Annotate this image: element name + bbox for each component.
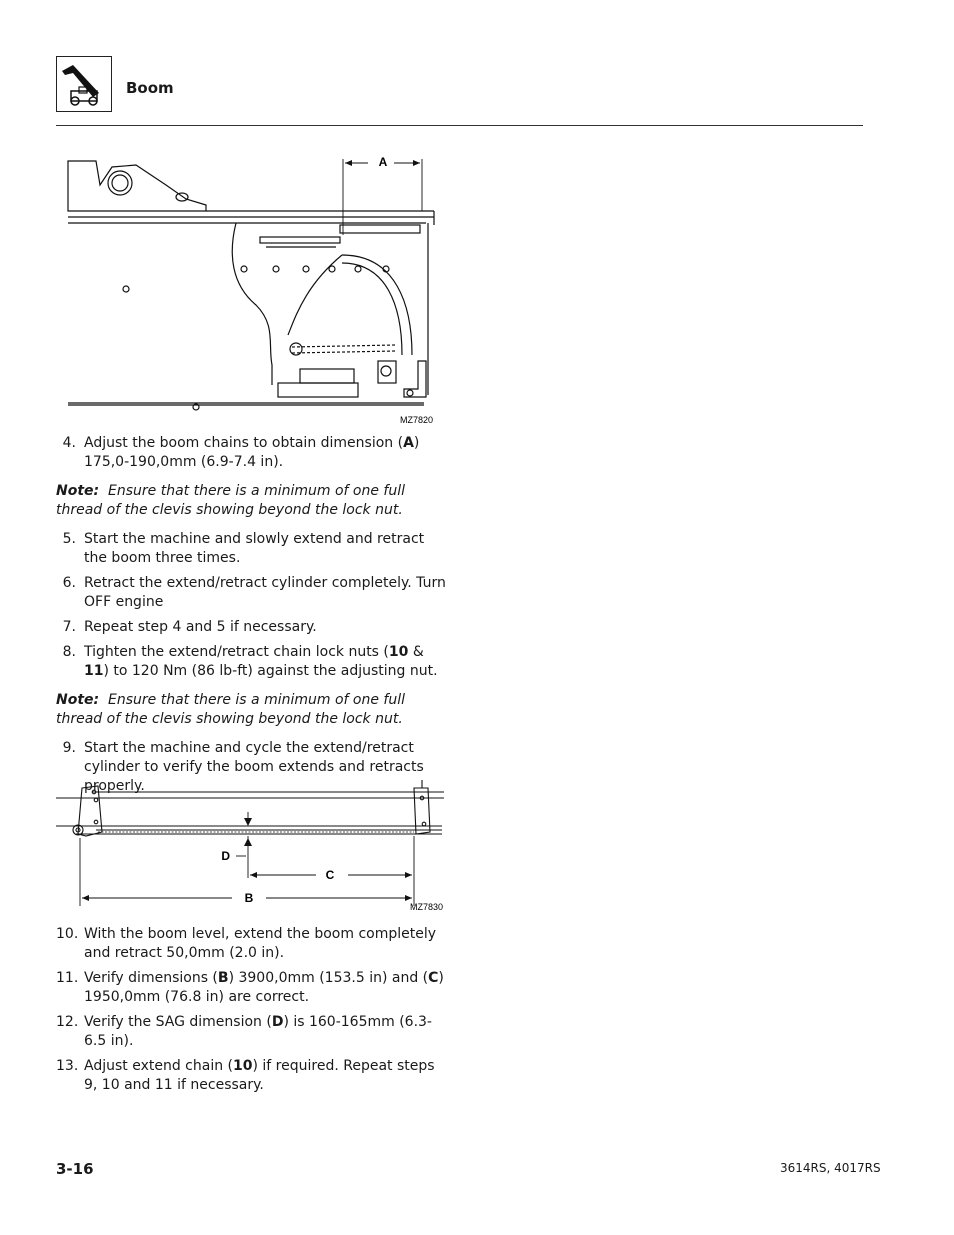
step-text: Repeat step 4 and 5 if necessary. bbox=[84, 619, 317, 635]
step-number: 7. bbox=[62, 619, 76, 635]
note-label: Note: bbox=[56, 692, 100, 708]
step-bold: C bbox=[428, 970, 439, 986]
step-number: 10. bbox=[56, 926, 79, 942]
dimension-label-d: D bbox=[221, 849, 230, 863]
step-text: Start the machine and cycle the extend/retract cylinder to verify the boom extends and retracts properly. bbox=[84, 740, 424, 794]
step-bold: D bbox=[271, 1014, 284, 1030]
step-text: ) 175,0-190,0mm (6.9-7.4 in). bbox=[84, 435, 420, 470]
step-text: ) 1950,0mm (76.8 in) are correct. bbox=[84, 970, 444, 1005]
step-text: ) to 120 Nm (86 lb-ft) against the adjusting nut. bbox=[103, 663, 438, 679]
step-bold: A bbox=[403, 435, 414, 451]
note bbox=[56, 691, 446, 729]
step-text: Retract the extend/retract cylinder completely. Turn OFF engine bbox=[84, 575, 446, 610]
figure-boom-sag-dimensions bbox=[56, 778, 448, 914]
step-bold: B bbox=[217, 970, 229, 986]
list-item bbox=[56, 1057, 446, 1095]
step-bold: 10 bbox=[233, 1058, 253, 1074]
step-text: & bbox=[408, 644, 424, 660]
boom-machine-icon bbox=[56, 56, 112, 112]
dimension-label-a: A bbox=[378, 155, 388, 169]
step-text: Adjust extend chain ( bbox=[84, 1058, 234, 1074]
list-item bbox=[56, 969, 446, 1007]
list-item bbox=[56, 618, 446, 637]
note-label: Note: bbox=[56, 483, 100, 499]
step-text: Tighten the extend/retract chain lock nuts ( bbox=[84, 644, 389, 660]
list-item bbox=[56, 434, 446, 472]
note bbox=[56, 482, 446, 520]
list-item bbox=[56, 643, 446, 681]
procedure-steps-part2 bbox=[56, 925, 446, 1101]
step-text: ) is 160-165mm (6.3-6.5 in). bbox=[84, 1014, 432, 1049]
list-item bbox=[56, 574, 446, 612]
step-text: Verify the SAG dimension ( bbox=[84, 1014, 272, 1030]
figure-code: MZ7820 bbox=[399, 415, 433, 425]
model-numbers: 3614RS, 4017RS bbox=[780, 1161, 881, 1175]
list-item bbox=[56, 1013, 446, 1051]
note-text: Ensure that there is a minimum of one full thread of the clevis showing beyond the lock nut. bbox=[56, 483, 405, 518]
page-title: Boom bbox=[126, 79, 174, 97]
step-number: 6. bbox=[62, 575, 76, 591]
step-bold: 11 bbox=[84, 663, 104, 679]
procedure-steps-part1 bbox=[56, 434, 446, 802]
step-text: Adjust the boom chains to obtain dimension ( bbox=[84, 435, 404, 451]
step-number: 13. bbox=[56, 1058, 79, 1074]
step-text: ) if required. Repeat steps 9, 10 and 11 if necessary. bbox=[84, 1058, 435, 1093]
header-divider bbox=[56, 125, 863, 126]
step-number: 5. bbox=[62, 531, 76, 547]
list-item bbox=[56, 530, 446, 568]
step-number: 8. bbox=[62, 644, 76, 660]
step-text: With the boom level, extend the boom completely and retract 50,0mm (2.0 in). bbox=[84, 926, 437, 961]
step-number: 4. bbox=[62, 435, 76, 451]
step-text: Start the machine and slowly extend and retract the boom three times. bbox=[84, 531, 425, 566]
step-number: 9. bbox=[62, 740, 76, 756]
dimension-label-c: C bbox=[325, 868, 335, 882]
step-number: 12. bbox=[56, 1014, 79, 1030]
note-text: Ensure that there is a minimum of one full thread of the clevis showing beyond the lock nut. bbox=[56, 692, 405, 727]
step-number: 11. bbox=[56, 970, 79, 986]
page-number: 3-16 bbox=[56, 1160, 94, 1178]
step-text: Verify dimensions ( bbox=[84, 970, 218, 986]
list-item bbox=[56, 925, 446, 963]
step-bold: 10 bbox=[388, 644, 409, 660]
figure-boom-chain-dimension-a bbox=[56, 155, 446, 427]
step-text: ) 3900,0mm (153.5 in) and ( bbox=[228, 970, 429, 986]
figure-code: MZ7830 bbox=[409, 902, 443, 912]
dimension-label-b: B bbox=[244, 891, 254, 905]
